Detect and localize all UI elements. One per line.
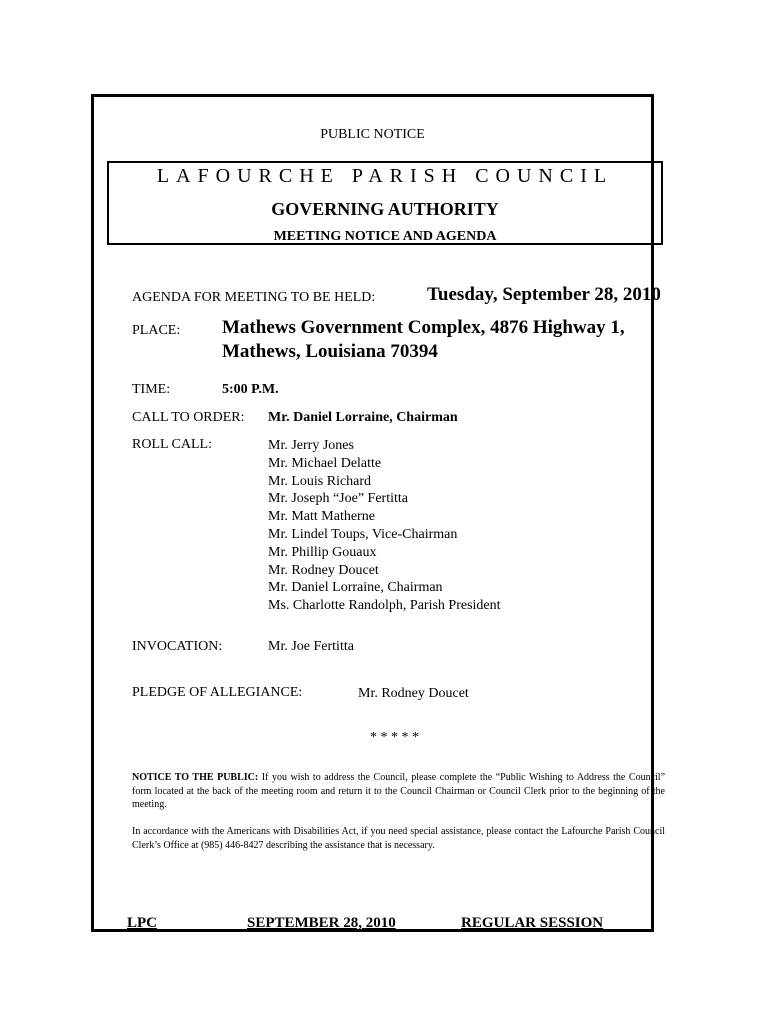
document-page xyxy=(91,94,666,932)
roll-call-member: Mr. Michael Delatte xyxy=(268,455,382,471)
footer-lpc: LPC xyxy=(127,915,157,931)
invocation-label: INVOCATION: xyxy=(132,639,223,654)
time-value: 5:00 P.M. xyxy=(222,382,279,397)
call-to-order-value: Mr. Daniel Lorraine, Chairman xyxy=(268,410,458,425)
place-line-1: Mathews Government Complex, 4876 Highway 1, xyxy=(222,317,625,338)
public-notice-text: If you wish to address the Council, please complete the “Public Wishing to Address the Council” form located at the back of the meeting room and return it to the Council Chairman or Council Clerk prior to the beginning of the meeting. xyxy=(132,772,666,810)
meeting-notice-heading: MEETING NOTICE AND AGENDA xyxy=(273,229,497,244)
time-label: TIME: xyxy=(132,382,171,397)
meeting-date-label: AGENDA FOR MEETING TO BE HELD: xyxy=(132,290,376,305)
meeting-date-value: Tuesday, September 28, 2010 xyxy=(427,284,661,305)
roll-call-member: Mr. Daniel Lorraine, Chairman xyxy=(268,580,443,596)
public-notice-paragraph xyxy=(132,771,665,812)
place-label: PLACE: xyxy=(132,323,181,338)
pledge-value: Mr. Rodney Doucet xyxy=(358,686,469,701)
roll-call-member: Mr. Joseph “Joe” Fertitta xyxy=(268,491,408,507)
roll-call-member: Mr. Lindel Toups, Vice-Chairman xyxy=(268,526,458,542)
ada-paragraph: In accordance with the Americans with Disabilities Act, if you need special assistance, please contact the Lafourche Parish Council Clerk’s Office at (985) 446-8427 describing the assistance that is necessary. xyxy=(132,826,665,851)
roll-call-member: Ms. Charlotte Randolph, Parish President xyxy=(268,598,501,614)
invocation-value: Mr. Joe Fertitta xyxy=(268,639,354,654)
pledge-label: PLEDGE OF ALLEGIANCE: xyxy=(132,685,303,700)
footer-session: REGULAR SESSION xyxy=(461,915,604,931)
title-box xyxy=(107,161,663,245)
roll-call-member: Mr. Louis Richard xyxy=(268,473,372,489)
roll-call-member: Mr. Rodney Doucet xyxy=(268,562,379,578)
governing-authority-heading: GOVERNING AUTHORITY xyxy=(271,199,499,219)
call-to-order-label: CALL TO ORDER: xyxy=(132,410,245,425)
public-notice-lead: NOTICE TO THE PUBLIC: xyxy=(132,772,259,783)
place-line-2: Mathews, Louisiana 70394 xyxy=(222,341,438,362)
roll-call-member: Mr. Phillip Gouaux xyxy=(268,544,377,560)
roll-call-list xyxy=(268,437,501,615)
roll-call-member: Mr. Jerry Jones xyxy=(268,438,354,453)
roll-call-label: ROLL CALL: xyxy=(132,437,212,452)
public-notice-label: PUBLIC NOTICE xyxy=(320,127,425,142)
footer-date: SEPTEMBER 28, 2010 xyxy=(247,915,396,931)
council-name: LAFOURCHE PARISH COUNCIL xyxy=(156,165,614,187)
separator: * * * * * xyxy=(370,730,419,745)
roll-call-member: Mr. Matt Matherne xyxy=(268,509,375,525)
